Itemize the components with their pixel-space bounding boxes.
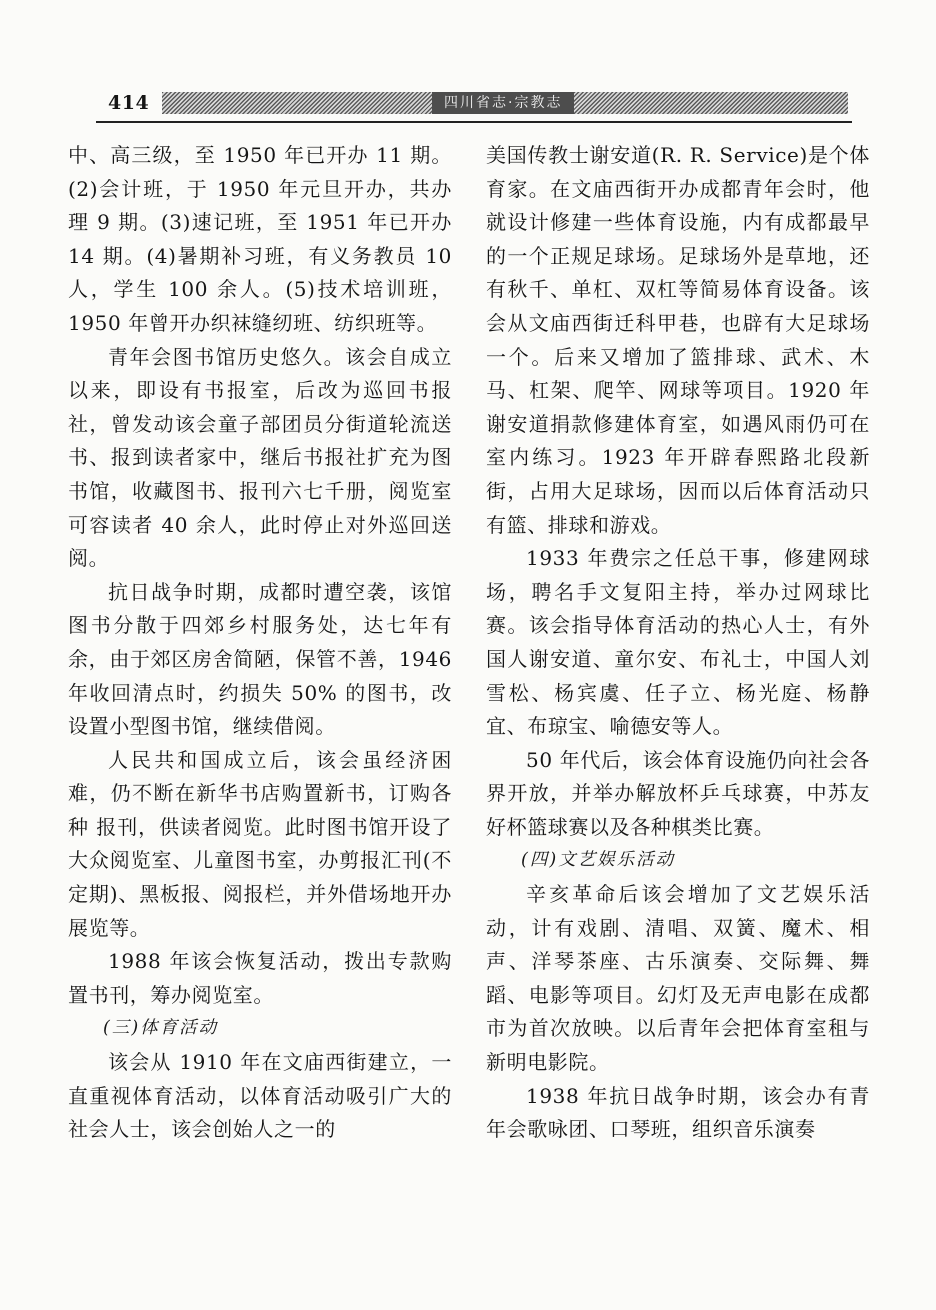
section-heading: (三)体育活动 — [103, 1018, 219, 1039]
header-rule — [96, 121, 852, 123]
right-column — [486, 139, 870, 1147]
paragraph: 该会从 1910 年在文庙西街建立，一直重视体育活动，以体育活动吸引广大的社会人士，该会创始人之一的 — [68, 1050, 452, 1142]
paragraph: 1933 年费宗之任总干事，修建网球场，聘名手文复阳主持，举办过网球比赛。该会指导体育活动的热心人士，有外国人谢安道、童尔安、布礼士，中国人刘雪松、杨宾虞、任子立、杨光庭、杨静宜、布琼宝、喻德安等人。 — [486, 546, 870, 739]
running-header-band — [162, 92, 848, 114]
paragraph-continued: 中、高三级，至 1950 年已开办 11 期。(2)会计班，于 1950 年元旦开办，共办理 9 期。(3)速记班，至 1951 年已开办 14 期。(4)暑期补习班，有义务教员 10 人，学生 100 余人。(5)技术培训班，1950 年曾开办织袜缝纫班、纺织班等。 — [68, 143, 452, 335]
section-heading: (四)文艺娱乐活动 — [521, 850, 676, 871]
paragraph: 青年会图书馆历史悠久。该会自成立以来，即设有书报室，后改为巡回书报社，曾发动该会童子部团员分街道轮流送书、报到读者家中，继后书报社扩充为图书馆，收藏图书、报刊六七千册，阅览室可容读者 40 余人，此时停止对外巡回送阅。 — [68, 344, 452, 571]
paragraph: 1988 年该会恢复活动，拨出专款购置书刊，筹办阅览室。 — [68, 949, 452, 1007]
paragraph-continued: 美国传教士谢安道(R. R. Service)是个体育家。在文庙西街开办成都青年会时，他就设计修建一些体育设施，内有成都最早的一个正规足球场。足球场外是草地，还有秋千、单杠、双杠等简易体育设备。该会从文庙西街迁科甲巷，也辟有大足球场一个。后来又增加了篮排球、武术、木马、杠架、爬竿、网球等项目。1920 年谢安道捐款修建体育室，如遇风雨仍可在室内练习。1923 年开辟春熙路北段新街，占用大足球场，因而以后体育活动只有篮、排球和游戏。 — [486, 143, 870, 537]
page-number: 414 — [108, 92, 150, 114]
paragraph: 抗日战争时期，成都时遭空袭，该馆图书分散于四郊乡村服务处，达七年有余，由于郊区房舍简陋，保管不善，1946 年收回清点时，约损失 50% 的图书，改设置小型图书馆，继续借阅。 — [68, 579, 452, 739]
paragraph: 50 年代后，该会体育设施仍向社会各界开放，并举办解放杯乒乓球赛，中苏友好杯篮球赛以及各种棋类比赛。 — [486, 747, 870, 839]
paragraph: 1938 年抗日战争时期，该会办有青年会歌咏团、口琴班，组织音乐演奏 — [486, 1083, 870, 1142]
paragraph: 辛亥革命后该会增加了文艺娱乐活动，计有戏剧、清唱、双簧、魔术、相声、洋琴茶座、古乐演奏、交际舞、舞蹈、电影等项目。幻灯及无声电影在成都市为首次放映。以后青年会把体育室租与新明电影院。 — [486, 882, 870, 1075]
running-title: 四川省志·宗教志 — [432, 92, 574, 114]
left-column — [68, 139, 452, 1147]
paragraph: 人民共和国成立后，该会虽经济困难，仍不断在新华书店购置新书，订购各种 报刊，供读者阅览。此时图书馆开设了大众阅览室、儿童图书室，办剪报汇刊(不定期)、黑板报、阅报栏，并外借场地开办展览等。 — [68, 747, 452, 940]
